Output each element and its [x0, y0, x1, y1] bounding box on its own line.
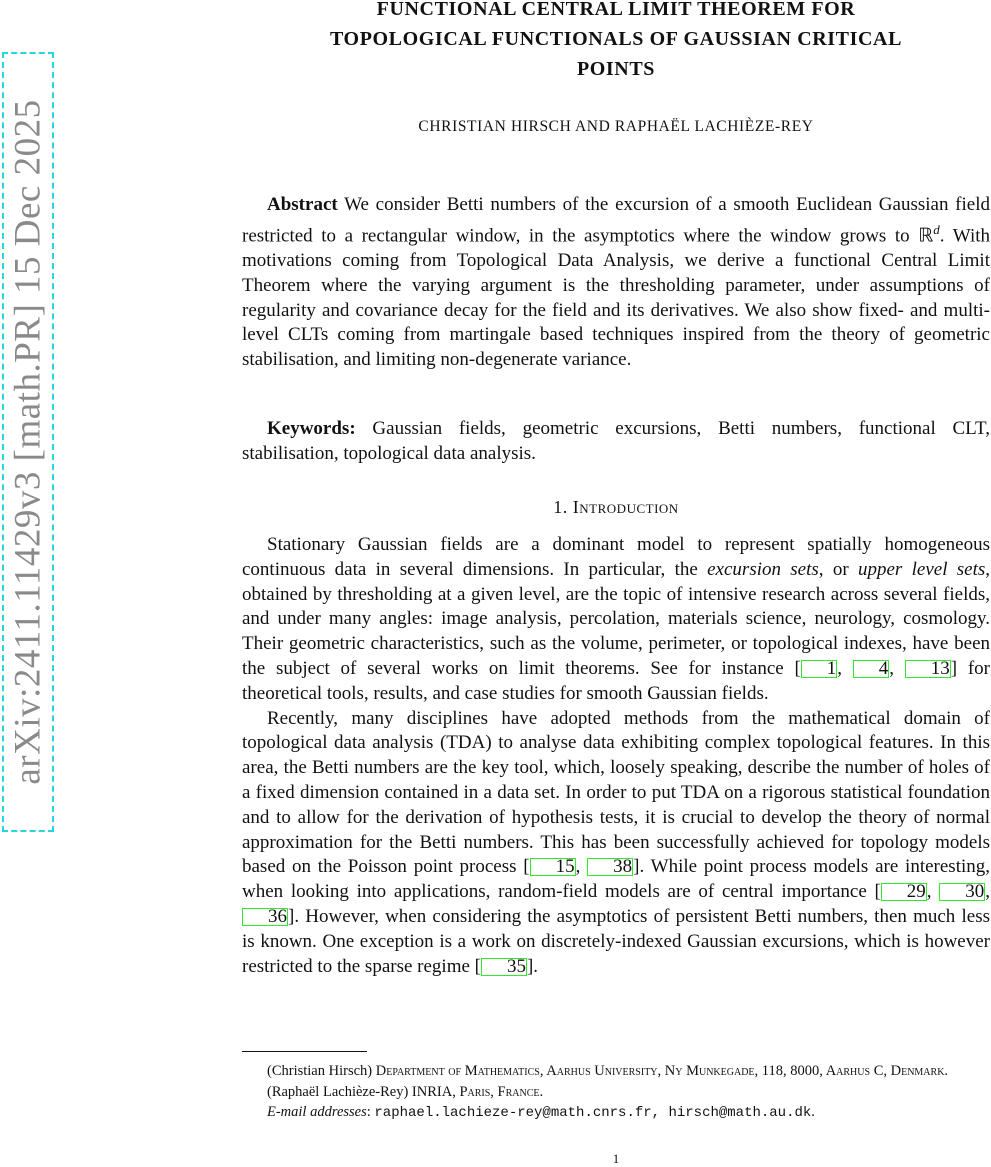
rd-symbol: ℝ	[918, 225, 934, 247]
title-line-2: TOPOLOGICAL FUNCTIONALS OF GAUSSIAN CRITICAL	[329, 28, 903, 50]
arxiv-stamp-text: arXiv:2411.11429v3 [math.PR] 15 Dec 2025	[7, 99, 49, 785]
email-colon: :	[366, 1104, 375, 1120]
introduction-body	[242, 533, 990, 979]
citation-29[interactable]: 29	[881, 883, 927, 901]
citation-36[interactable]: 36	[242, 908, 288, 926]
authors: CHRISTIAN HIRSCH AND RAPHAËL LACHIÈZE-REY	[418, 118, 814, 135]
footnote-rule	[242, 1051, 367, 1052]
title-line-3: POINTS	[576, 58, 656, 80]
citation-separator: ,	[985, 881, 990, 903]
footnote-hirsch-name: (Christian Hirsch)	[267, 1063, 376, 1079]
footnote-lr-name: (Raphaël Lachièze-Rey)	[267, 1083, 412, 1100]
rd-superscript: d	[933, 221, 940, 237]
intro-paragraph-2	[242, 707, 990, 980]
email-lachieze-rey[interactable]: raphael.lachieze-rey@math.cnrs.fr	[374, 1105, 652, 1121]
email-label: E-mail addresses	[267, 1104, 367, 1120]
section-title-text: Introduction	[572, 497, 679, 517]
section-heading	[242, 497, 990, 518]
section-number: 1.	[553, 497, 568, 517]
page-number: 1	[612, 1151, 620, 1166]
title-line-1: FUNCTIONAL CENTRAL LIMIT THEOREM FOR	[376, 0, 856, 20]
citation-separator: ,	[837, 657, 853, 679]
intro-p1-c: , obtained by thresholding at a given level, are the topic of intensive research across several fields, and under many angles: image analysis, percolation, materials science, neurology, cosmology. Their geometric characteristics, such as the volume, perimeter, or topological indexes, have been the subject of several works on limit theorems. See for instance [	[242, 558, 991, 679]
footnote-emails	[242, 1102, 990, 1124]
footnote-lachieze-rey	[242, 1082, 990, 1103]
intro-p1-d: ] for theoretical tools, results, and case studies for smooth Gaussian fields.	[242, 657, 991, 704]
keywords	[242, 417, 990, 467]
intro-p1-b: , or	[818, 558, 858, 580]
citation-35[interactable]: 35	[481, 958, 527, 976]
footnote-hirsch	[242, 1061, 990, 1082]
email-separator: ,	[651, 1105, 669, 1121]
citation-1[interactable]: 1	[801, 660, 838, 678]
abstract-label: Abstract	[267, 194, 338, 215]
intro-p1-a: Stationary Gaussian fields are a dominant model to represent spatially homogeneous continuous data in several dimensions. In particular, the	[242, 534, 990, 580]
citation-separator: ,	[926, 881, 940, 903]
citation-separator: ,	[889, 657, 905, 679]
intro-em-upper-level-sets: upper level sets	[857, 558, 986, 580]
citation-38[interactable]: 38	[587, 858, 633, 876]
intro-p2-c: ]. However, when considering the asymptotics of persistent Betti numbers, then much less is known. One exception is a work on discretely-indexed Gaussian excursions, which is however restricted to the sparse regime [	[242, 905, 990, 977]
paper-title	[242, 0, 990, 84]
citation-30[interactable]: 30	[939, 883, 985, 901]
footnote-lr-affiliation: INRIA, Paris, France.	[411, 1083, 544, 1100]
footnotes	[242, 1061, 990, 1124]
arxiv-stamp	[2, 52, 54, 832]
footnote-hirsch-affiliation: Department of Mathematics, Aarhus University, Ny Munkegade, 118, 8000, Aarhus C, Denmark.	[375, 1063, 949, 1079]
abstract-text-a: We consider Betti numbers of the excursion of a smooth Euclidean Gaussian field restricted to a rectangular window, in the asymptotics where the window grows to	[242, 194, 990, 247]
email-hirsch[interactable]: hirsch@math.au.dk	[668, 1105, 812, 1121]
keywords-text: Gaussian fields, geometric excursions, Betti numbers, functional CLT, stabilisation, topological data analysis.	[242, 418, 990, 464]
abstract	[242, 193, 990, 373]
citation-separator: ,	[575, 856, 588, 878]
intro-em-excursion-sets: excursion sets	[707, 558, 819, 580]
citation-4[interactable]: 4	[853, 660, 890, 678]
citation-15[interactable]: 15	[530, 858, 576, 876]
intro-p2-a: Recently, many disciplines have adopted methods from the mathematical domain of topological data analysis (TDA) to analyse data exhibiting complex topological features. In this area, the Betti numbers are the key tool, which, loosely speaking, describe the number of holes of a fixed dimension contained in a data set. In order to put TDA on a rigorous statistical foundation and to allow for the derivation of hypothesis tests, it is crucial to develop the theory of normal approximation for the Betti numbers. This has been successfully achieved for topology models based on the Poisson point process [	[242, 707, 990, 878]
intro-paragraph-1	[242, 533, 990, 707]
email-period: .	[811, 1104, 815, 1120]
intro-p2-b: ]. While point process models are interesting, when looking into applications, random-field models are of central importance [	[242, 856, 990, 903]
citation-13[interactable]: 13	[905, 660, 951, 678]
keywords-label: Keywords:	[267, 418, 356, 439]
intro-p2-d: ].	[526, 955, 539, 977]
abstract-text-b: . With motivations coming from Topological Data Analysis, we derive a functional Central Limit Theorem where the varying argument is the thresholding parameter, under assumptions of regularity and covariance decay for the field and its derivatives. We also show fixed- and multi-level CLTs coming from martingale based techniques inspired from the theory of geometric stabilisation, and limiting non-degenerate variance.	[242, 225, 990, 371]
